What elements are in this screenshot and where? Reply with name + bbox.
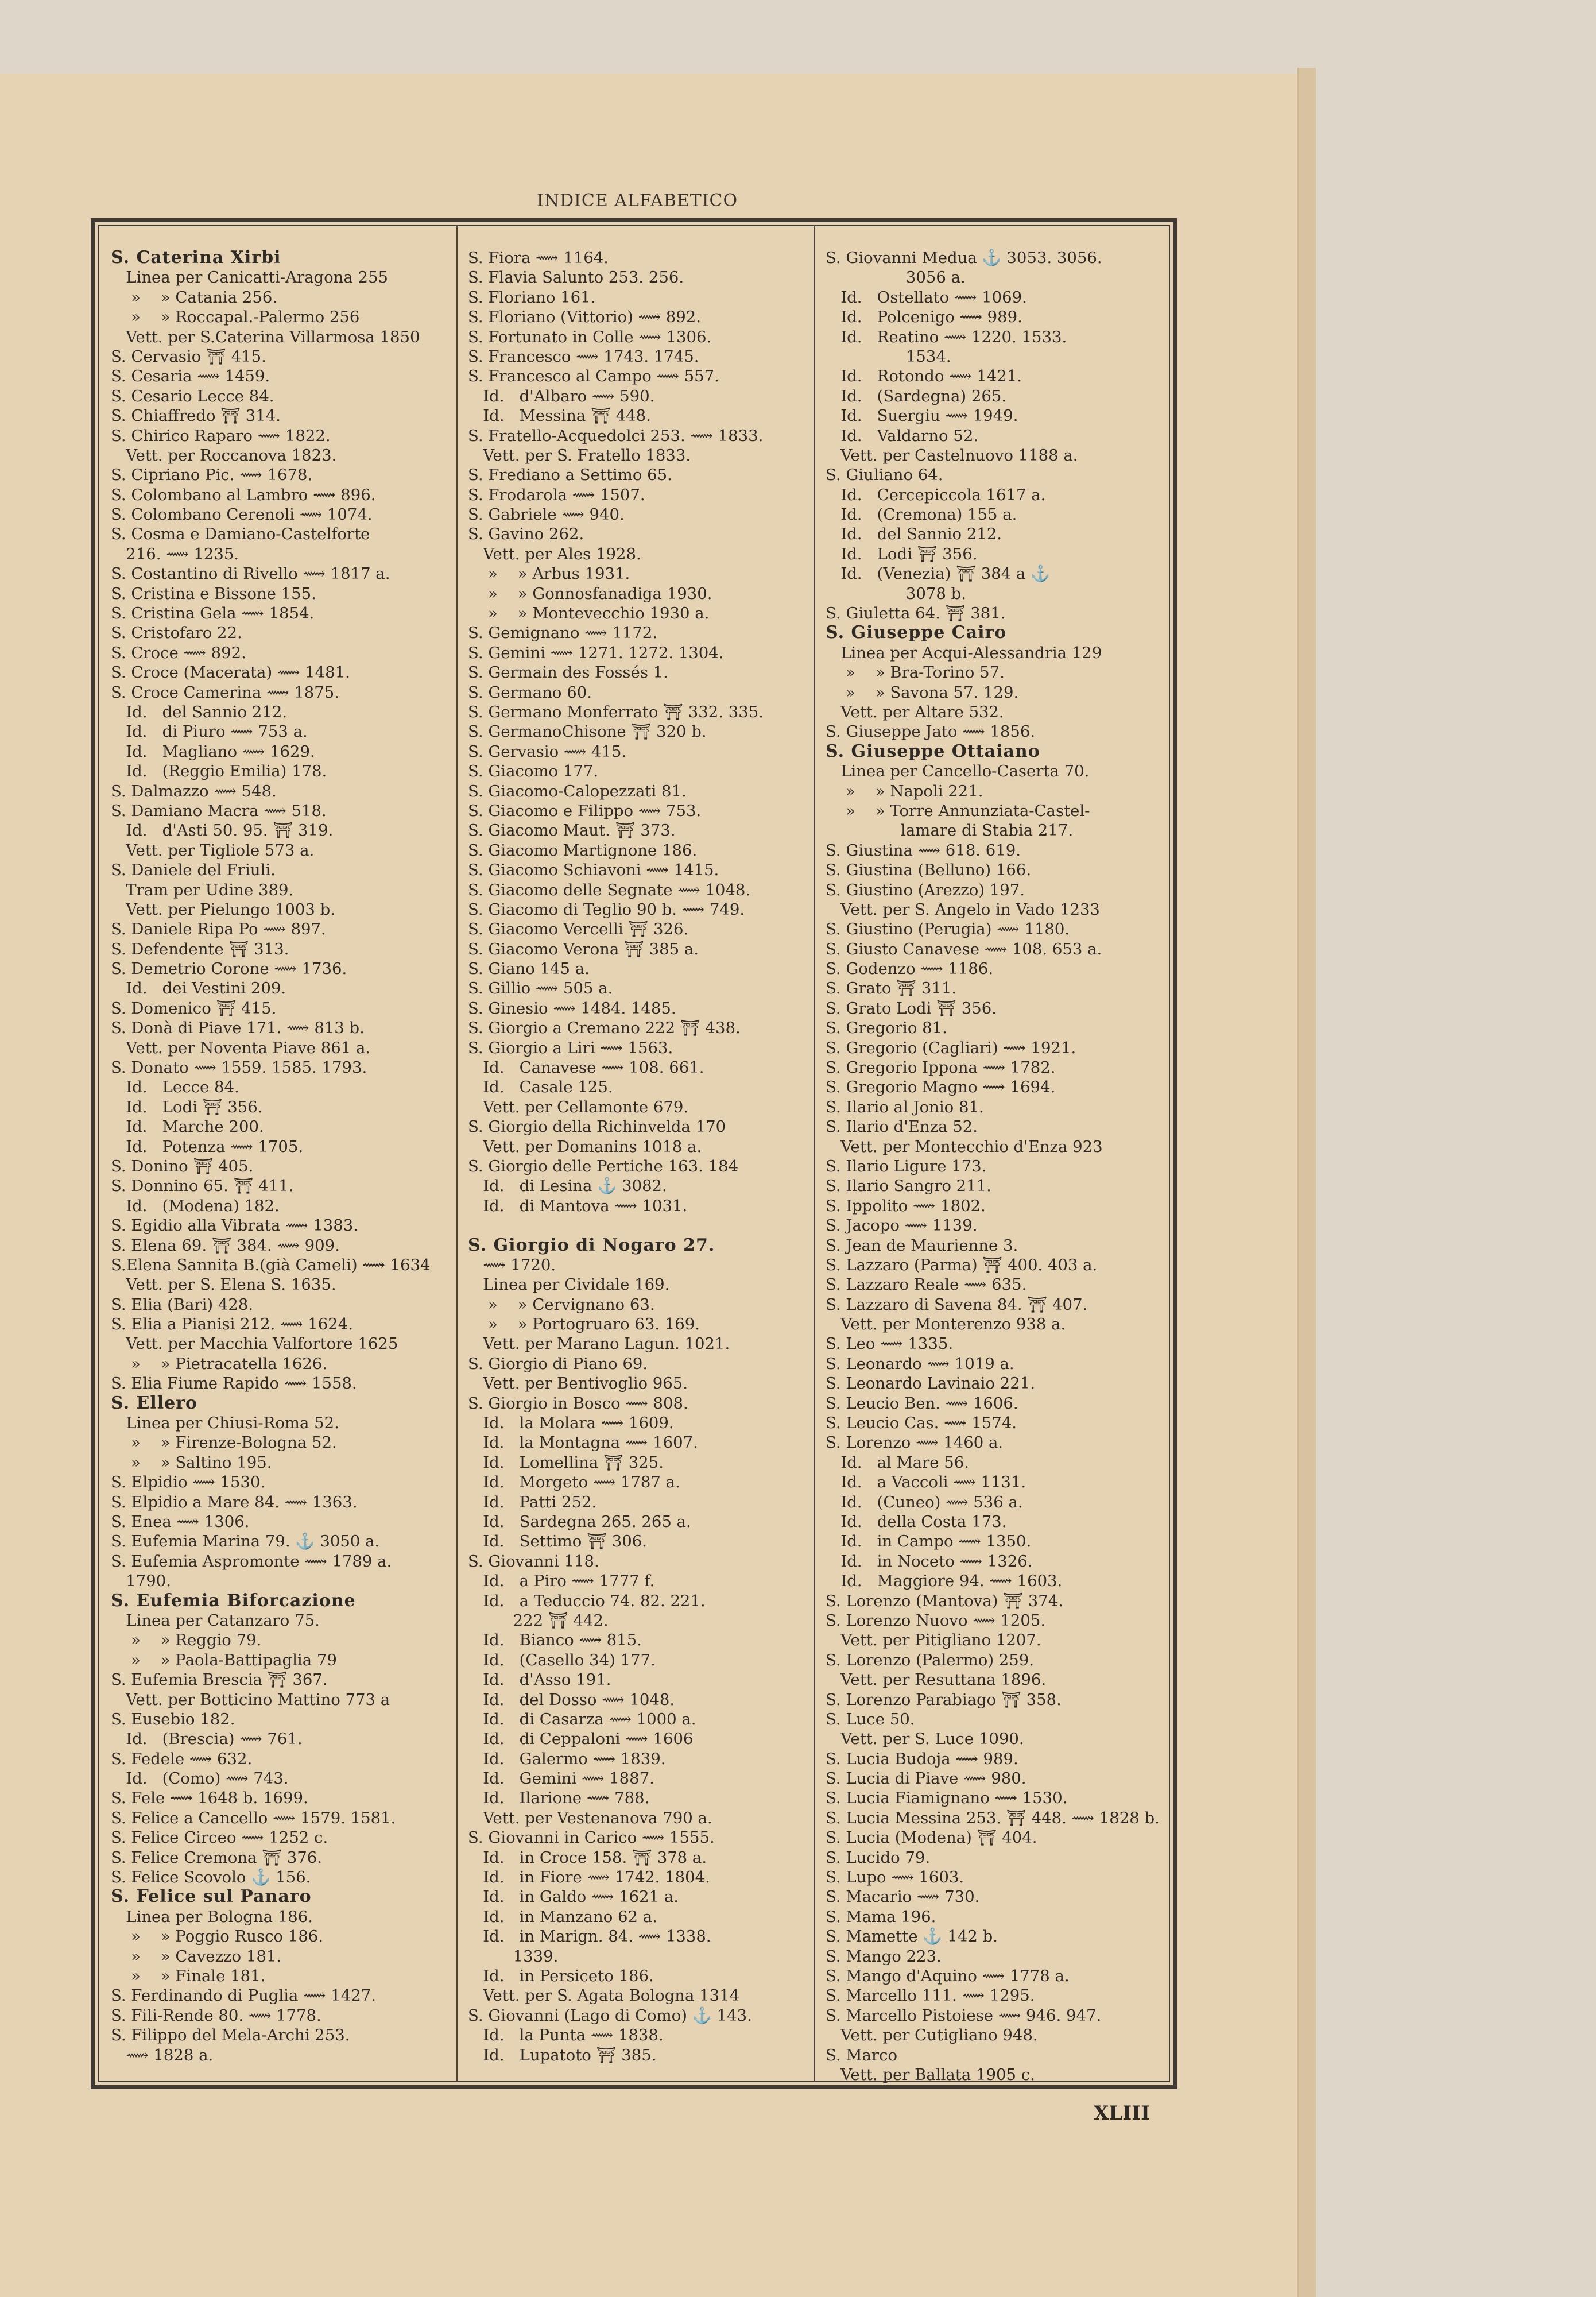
index-entry: Vett. per Cutigliano 948.: [826, 2026, 1038, 2045]
index-entry: S. Marco: [826, 2045, 897, 2064]
index-entry: ⟿ 1828 a.: [111, 2045, 214, 2064]
index-entry: » » Saltino 195.: [111, 1453, 272, 1472]
index-entry: S. Damiano Macra ⟿ 518.: [111, 801, 327, 820]
index-entry: S. Lorenzo (Palermo) 259.: [826, 1650, 1035, 1669]
index-entry: Id. di Casarza ⟿ 1000 a.: [468, 1710, 696, 1728]
index-entry: Vett. per Roccanova 1823.: [111, 446, 337, 465]
index-entry: S. Giovanni in Carico ⟿ 1555.: [468, 1828, 715, 1847]
index-entry: S. Daniele Ripa Po ⟿ 897.: [111, 920, 326, 939]
column-divider-2: [814, 225, 815, 2082]
index-entry: S. Giorgio in Bosco ⟿ 808.: [468, 1394, 688, 1413]
index-entry: S. Giustina ⟿ 618. 619.: [826, 841, 1021, 860]
index-entry: S. Frodarola ⟿ 1507.: [468, 485, 645, 504]
index-entry: S. Ilario al Jonio 81.: [826, 1097, 984, 1116]
index-entry: S. Lazzaro Reale ⟿ 635.: [826, 1275, 1027, 1294]
index-entry: Id. (Reggio Emilia) 178.: [111, 762, 327, 781]
index-entry: S. Domenico ⛩ 415.: [111, 999, 277, 1018]
index-entry: S. Leucio Ben. ⟿ 1606.: [826, 1394, 1018, 1413]
index-entry: » » Pietracatella 1626.: [111, 1354, 328, 1373]
index-entry: Id. (Modena) 182.: [111, 1196, 280, 1215]
index-entry: » » Poggio Rusco 186.: [111, 1927, 324, 1946]
index-entry: S. Chirico Raparo ⟿ 1822.: [111, 426, 331, 445]
index-entry: S. Eufemia Marina 79. ⚓ 3050 a.: [111, 1532, 380, 1551]
index-entry: S. Eusebio 182.: [111, 1710, 235, 1728]
index-entry: » » Savona 57. 129.: [826, 683, 1019, 702]
index-entry: Linea per Catanzaro 75.: [111, 1611, 320, 1630]
index-entry: Id. del Sannio 212.: [826, 525, 1002, 544]
index-entry: » » Portogruaro 63. 169.: [468, 1315, 700, 1334]
index-entry: Id. di Ceppaloni ⟿ 1606: [468, 1730, 694, 1749]
index-heading: S. Caterina Xirbi: [111, 248, 281, 268]
index-entry: S. Felice Circeo ⟿ 1252 c.: [111, 1828, 328, 1847]
index-entry: S. Mango 223.: [826, 1947, 942, 1966]
index-entry: Id. la Molara ⟿ 1609.: [468, 1414, 674, 1433]
index-entry: S. Elia (Bari) 428.: [111, 1295, 254, 1314]
index-entry: Id. Potenza ⟿ 1705.: [111, 1137, 304, 1156]
index-entry: S. Giuliano 64.: [826, 466, 943, 485]
page-number: XLIII: [1094, 2102, 1150, 2125]
index-entry: S. Donnino 65. ⛩ 411.: [111, 1177, 294, 1196]
index-entry: Linea per Chiusi-Roma 52.: [111, 1414, 339, 1433]
index-entry: S. Cesario Lecce 84.: [111, 386, 274, 405]
index-entry: S. Gillio ⟿ 505 a.: [468, 979, 613, 998]
index-entry: S. Gregorio Magno ⟿ 1694.: [826, 1078, 1056, 1097]
index-entry: S. Leucio Cas. ⟿ 1574.: [826, 1414, 1017, 1433]
index-entry: S. Felice Cremona ⛩ 376.: [111, 1848, 323, 1867]
index-entry: » » Firenze-Bologna 52.: [111, 1433, 337, 1452]
index-entry: Id. del Sannio 212.: [111, 702, 288, 721]
index-entry: S. Francesco ⟿ 1743. 1745.: [468, 347, 699, 366]
index-entry: [468, 1216, 812, 1235]
index-entry: Vett. per S. Fratello 1833.: [468, 446, 691, 465]
index-entry: Id. Sardegna 265. 265 a.: [468, 1513, 691, 1531]
index-entry: S. Gregorio (Cagliari) ⟿ 1921.: [826, 1038, 1076, 1057]
index-entry: Id. Maggiore 94. ⟿ 1603.: [826, 1572, 1063, 1591]
index-entry: Vett. per Ales 1928.: [468, 544, 641, 563]
index-entry: S. Cesaria ⟿ 1459.: [111, 367, 270, 386]
index-entry: 1339.: [468, 1947, 559, 1966]
index-entry: S. Luce 50.: [826, 1710, 915, 1728]
index-entry: ⟿ 1720.: [468, 1255, 556, 1274]
index-entry: Tram per Udine 389.: [111, 880, 294, 899]
index-entry: S. Lazzaro (Parma) ⛩ 400. 403 a.: [826, 1255, 1098, 1274]
index-entry: Id. Canavese ⟿ 108. 661.: [468, 1058, 704, 1077]
index-entry: Id. Galermo ⟿ 1839.: [468, 1749, 666, 1768]
index-heading: S. Felice sul Panaro: [111, 1887, 312, 1907]
index-entry: S. Croce ⟿ 892.: [111, 643, 246, 662]
index-entry: S. Lucido 79.: [826, 1848, 931, 1867]
index-entry: S. Elia a Pianisi 212. ⟿ 1624.: [111, 1315, 353, 1334]
index-entry: S. Gavino 262.: [468, 525, 584, 544]
index-entry: S. Gabriele ⟿ 940.: [468, 505, 625, 524]
index-entry: Vett. per Domanins 1018 a.: [468, 1137, 702, 1156]
index-entry: Id. Lomellina ⛩ 325.: [468, 1453, 664, 1472]
index-entry: Linea per Canicatti-Aragona 255: [111, 268, 388, 287]
index-entry: » » Catania 256.: [111, 288, 278, 307]
index-entry: S. Ginesio ⟿ 1484. 1485.: [468, 999, 676, 1018]
index-heading: S. Giuseppe Ottaiano: [826, 741, 1040, 761]
index-entry: S. Giacomo-Calopezzati 81.: [468, 782, 687, 801]
index-entry: Vett. per S. Luce 1090.: [826, 1730, 1024, 1749]
index-entry: S. Giustina (Belluno) 166.: [826, 861, 1032, 880]
index-entry: S. Donato ⟿ 1559. 1585. 1793.: [111, 1058, 367, 1077]
index-entry: Id. in Marign. 84. ⟿ 1338.: [468, 1927, 711, 1946]
index-entry: Vett. per S. Agata Bologna 1314: [468, 1986, 740, 2005]
index-entry: Id. Reatino ⟿ 1220. 1533.: [826, 327, 1067, 346]
index-entry: S. Giacomo delle Segnate ⟿ 1048.: [468, 880, 751, 899]
index-entry: Vett. per Macchia Valfortore 1625: [111, 1335, 398, 1354]
index-entry: S. Colombano al Lambro ⟿ 896.: [111, 485, 376, 504]
index-entry: S. Ferdinando di Puglia ⟿ 1427.: [111, 1986, 377, 2005]
index-entry: Id. d'Asti 50. 95. ⛩ 319.: [111, 821, 334, 840]
index-entry: S. Lucia (Modena) ⛩ 404.: [826, 1828, 1037, 1847]
index-entry: Id. (Cuneo) ⟿ 536 a.: [826, 1492, 1023, 1511]
index-column-1: [111, 248, 447, 2065]
index-entry: Linea per Cividale 169.: [468, 1275, 670, 1294]
index-entry: 1790.: [111, 1572, 171, 1591]
index-entry: Id. Ilarione ⟿ 788.: [468, 1789, 650, 1808]
index-entry: S. Donà di Piave 171. ⟿ 813 b.: [111, 1019, 365, 1038]
index-entry: Id. Patti 252.: [468, 1492, 597, 1511]
index-entry: S. Mama 196.: [826, 1907, 936, 1926]
index-entry: S. Eufemia Aspromonte ⟿ 1789 a.: [111, 1552, 392, 1571]
index-entry: S. Elpidio ⟿ 1530.: [111, 1473, 266, 1492]
index-column-2: [468, 248, 812, 2065]
index-entry: Id. di Piuro ⟿ 753 a.: [111, 722, 308, 741]
index-entry: S. Felice a Cancello ⟿ 1579. 1581.: [111, 1808, 396, 1827]
index-entry: Id. in Noceto ⟿ 1326.: [826, 1552, 1033, 1571]
index-entry: S. Cosma e Damiano-Castelforte: [111, 525, 370, 544]
index-entry: Id. in Fiore ⟿ 1742. 1804.: [468, 1868, 710, 1887]
index-entry: » » Paola-Battipaglia 79: [111, 1650, 337, 1669]
index-entry: » » Arbus 1931.: [468, 564, 630, 583]
index-entry: S. Elia Fiume Rapido ⟿ 1558.: [111, 1374, 357, 1393]
index-entry: Id. la Punta ⟿ 1838.: [468, 2026, 664, 2045]
index-entry: Linea per Bologna 186.: [111, 1907, 313, 1926]
index-entry: S. Lucia Messina 253. ⛩ 448. ⟿ 1828 b.: [826, 1808, 1160, 1827]
index-entry: Id. Bianco ⟿ 815.: [468, 1631, 642, 1650]
index-entry: Id. Suergiu ⟿ 1949.: [826, 407, 1018, 426]
index-entry: S. Giustino (Perugia) ⟿ 1180.: [826, 920, 1070, 939]
index-entry: S. Ilario Sangro 211.: [826, 1177, 991, 1196]
index-entry: S. Daniele del Friuli.: [111, 861, 276, 880]
index-entry: » » Gonnosfanadiga 1930.: [468, 584, 712, 603]
index-entry: Vett. per S.Caterina Villarmosa 1850: [111, 327, 420, 346]
index-entry: Vett. per Ballata 1905 c.: [826, 2065, 1035, 2084]
index-entry: Id. Lodi ⛩ 356.: [111, 1097, 263, 1116]
index-entry: Id. a Teduccio 74. 82. 221.: [468, 1591, 706, 1610]
index-entry: Id. del Dosso ⟿ 1048.: [468, 1690, 675, 1709]
index-entry: S. Fiora ⟿ 1164.: [468, 249, 609, 267]
index-entry: S. Giovanni (Lago di Como) ⚓ 143.: [468, 2006, 752, 2025]
index-entry: S. Filippo del Mela-Archi 253.: [111, 2026, 350, 2045]
index-entry: S. Elena 69. ⛩ 384. ⟿ 909.: [111, 1236, 340, 1255]
index-entry: S. Gregorio 81.: [826, 1019, 947, 1038]
index-entry: S. Chiaffredo ⛩ 314.: [111, 407, 281, 426]
index-entry: S. Felice Scovolo ⚓ 156.: [111, 1868, 311, 1887]
index-entry: S. Giacomo Martignone 186.: [468, 841, 698, 860]
index-entry: S. Enea ⟿ 1306.: [111, 1513, 250, 1531]
index-entry: S. Ippolito ⟿ 1802.: [826, 1196, 986, 1215]
index-entry: Vett. per Vestenanova 790 a.: [468, 1808, 712, 1827]
column-divider-1: [456, 225, 458, 2082]
index-entry: S. Grato Lodi ⛩ 356.: [826, 999, 997, 1018]
index-entry: » » Montevecchio 1930 a.: [468, 604, 710, 623]
index-entry: Vett. per Montecchio d'Enza 923: [826, 1137, 1103, 1156]
index-entry: Id. Lecce 84.: [111, 1078, 239, 1097]
index-entry: Id. a Vaccoli ⟿ 1131.: [826, 1473, 1026, 1492]
index-entry: Id. Messina ⛩ 448.: [468, 407, 651, 426]
index-entry: Id. al Mare 56.: [826, 1453, 970, 1472]
index-entry: S. Defendente ⛩ 313.: [111, 939, 289, 958]
index-entry: Id. in Galdo ⟿ 1621 a.: [468, 1888, 679, 1907]
index-heading: S. Ellero: [111, 1393, 198, 1413]
index-entry: S. Lorenzo (Mantova) ⛩ 374.: [826, 1591, 1063, 1610]
index-entry: S. Jean de Maurienne 3.: [826, 1236, 1018, 1255]
index-entry: S. Fili-Rende 80. ⟿ 1778.: [111, 2006, 321, 2025]
index-entry: S. Gemini ⟿ 1271. 1272. 1304.: [468, 643, 724, 662]
index-entry: » » Napoli 221.: [826, 782, 983, 801]
index-entry: » » Cervignano 63.: [468, 1295, 655, 1314]
index-entry: Id. dei Vestini 209.: [111, 979, 286, 998]
index-entry: S. Giovanni Medua ⚓ 3053. 3056.: [826, 249, 1102, 267]
index-entry: S. Giacomo Verona ⛩ 385 a.: [468, 939, 699, 958]
index-entry: S. Fele ⟿ 1648 b. 1699.: [111, 1789, 308, 1808]
index-entry: S. Leonardo ⟿ 1019 a.: [826, 1354, 1014, 1373]
index-entry: S. Egidio alla Vibrata ⟿ 1383.: [111, 1216, 359, 1235]
index-entry: Id. di Mantova ⟿ 1031.: [468, 1196, 688, 1215]
index-entry: S. Giovanni 118.: [468, 1552, 599, 1571]
index-entry: S. Mango d'Aquino ⟿ 1778 a.: [826, 1966, 1070, 1985]
index-entry: Linea per Cancello-Caserta 70.: [826, 762, 1090, 781]
index-entry: » » Torre Annunziata-Castel-: [826, 801, 1090, 820]
index-entry: Id. della Costa 173.: [826, 1513, 1007, 1531]
index-entry: S. Floriano (Vittorio) ⟿ 892.: [468, 308, 702, 327]
index-entry: S. Cristofaro 22.: [111, 624, 242, 643]
index-entry: S. Ilario d'Enza 52.: [826, 1117, 978, 1136]
index-entry: 3056 a.: [826, 268, 966, 287]
index-entry: Vett. per Bentivoglio 965.: [468, 1374, 688, 1393]
index-entry: S. Lorenzo ⟿ 1460 a.: [826, 1433, 1004, 1452]
index-entry: Id. Morgeto ⟿ 1787 a.: [468, 1473, 680, 1492]
index-entry: » » Reggio 79.: [111, 1631, 262, 1650]
index-entry: Id. Valdarno 52.: [826, 426, 979, 445]
index-entry: S. Francesco al Campo ⟿ 557.: [468, 367, 719, 386]
index-entry: S. Flavia Salunto 253. 256.: [468, 268, 684, 287]
index-entry: S. Cristina e Bissone 155.: [111, 584, 316, 603]
index-entry: S. Godenzo ⟿ 1186.: [826, 960, 994, 979]
index-entry: S. Grato ⛩ 311.: [826, 979, 957, 998]
index-entry: S. Giorgio a Cremano 222 ⛩ 438.: [468, 1019, 741, 1038]
index-entry: S. Giustino (Arezzo) 197.: [826, 880, 1025, 899]
index-heading: S. Eufemia Biforcazione: [111, 1591, 356, 1611]
index-entry: Vett. per S. Angelo in Vado 1233: [826, 900, 1100, 919]
index-entry: Vett. per S. Elena S. 1635.: [111, 1275, 336, 1294]
index-entry: Id. Magliano ⟿ 1629.: [111, 742, 315, 761]
index-entry: Vett. per Pitigliano 1207.: [826, 1631, 1041, 1650]
index-entry: Vett. per Noventa Piave 861 a.: [111, 1038, 371, 1057]
index-entry: Id. Settimo ⛩ 306.: [468, 1532, 647, 1551]
index-entry: Vett. per Cellamonte 679.: [468, 1097, 689, 1116]
index-entry: S. Demetrio Corone ⟿ 1736.: [111, 960, 347, 979]
index-entry: S. Giuseppe Jato ⟿ 1856.: [826, 722, 1036, 741]
index-entry: S. Giacomo di Teglio 90 b. ⟿ 749.: [468, 900, 745, 919]
index-entry: S. Gregorio Ippona ⟿ 1782.: [826, 1058, 1056, 1077]
index-entry: Id. Polcenigo ⟿ 989.: [826, 308, 1022, 327]
index-entry: Id. (Brescia) ⟿ 761.: [111, 1730, 303, 1749]
index-entry: Vett. per Altare 532.: [826, 702, 1004, 721]
index-entry: S. Germano Monferrato ⛩ 332. 335.: [468, 702, 764, 721]
index-entry: S. Gervasio ⟿ 415.: [468, 742, 627, 761]
index-heading: S. Giorgio di Nogaro 27.: [468, 1235, 715, 1255]
index-entry: 216. ⟿ 1235.: [111, 544, 239, 563]
index-entry: Id. (Casello 34) 177.: [468, 1650, 656, 1669]
index-entry: S. Gemignano ⟿ 1172.: [468, 624, 658, 643]
index-entry: S. Germain des Fossés 1.: [468, 663, 668, 682]
index-entry: Id. Gemini ⟿ 1887.: [468, 1769, 654, 1788]
index-entry: S. Lucia Budoja ⟿ 989.: [826, 1749, 1018, 1768]
index-entry: S. Croce Camerina ⟿ 1875.: [111, 683, 339, 702]
index-entry: S. Giacomo 177.: [468, 762, 599, 781]
index-entry: Linea per Acqui-Alessandria 129: [826, 643, 1102, 662]
index-entry: S. Lorenzo Parabiago ⛩ 358.: [826, 1690, 1062, 1709]
index-entry: Id. d'Asso 191.: [468, 1670, 611, 1689]
index-entry: S. Macario ⟿ 730.: [826, 1888, 980, 1907]
index-entry: lamare di Stabia 217.: [826, 821, 1074, 840]
index-entry: Id. Casale 125.: [468, 1078, 613, 1097]
index-entry: Id. in Campo ⟿ 1350.: [826, 1532, 1032, 1551]
index-entry: Id. (Cremona) 155 a.: [826, 505, 1017, 524]
index-entry: S. Fratello-Acquedolci 253. ⟿ 1833.: [468, 426, 764, 445]
index-entry: » » Cavezzo 181.: [111, 1947, 282, 1966]
index-entry: S. Lupo ⟿ 1603.: [826, 1868, 964, 1887]
index-entry: S. Giorgio delle Pertiche 163. 184: [468, 1157, 739, 1175]
index-entry: Vett. per Castelnuovo 1188 a.: [826, 446, 1078, 465]
index-entry: » » Finale 181.: [111, 1966, 266, 1985]
index-entry: Id. Lodi ⛩ 356.: [826, 544, 978, 563]
index-entry: S. Colombano Cerenoli ⟿ 1074.: [111, 505, 373, 524]
index-entry: S. Giorgio di Piano 69.: [468, 1354, 648, 1373]
index-entry: S.Elena Sannita B.(già Cameli) ⟿ 1634: [111, 1255, 431, 1274]
index-entry: Vett. per Monterenzo 938 a.: [826, 1315, 1066, 1334]
index-entry: S. Cervasio ⛩ 415.: [111, 347, 266, 366]
index-entry: Id. in Croce 158. ⛩ 378 a.: [468, 1848, 707, 1867]
index-entry: Id. Marche 200.: [111, 1117, 264, 1136]
index-entry: Id. la Montagna ⟿ 1607.: [468, 1433, 698, 1452]
index-entry: S. Eufemia Brescia ⛩ 367.: [111, 1670, 328, 1689]
index-entry: S. Marcello 111. ⟿ 1295.: [826, 1986, 1035, 2005]
index-entry: » » Bra-Torino 57.: [826, 663, 1005, 682]
index-entry: » » Roccapal.-Palermo 256: [111, 308, 360, 327]
index-entry: S. Giacomo e Filippo ⟿ 753.: [468, 801, 702, 820]
index-entry: Vett. per Marano Lagun. 1021.: [468, 1335, 730, 1354]
index-entry: Vett. per Resuttana 1896.: [826, 1670, 1047, 1689]
index-entry: S. Fedele ⟿ 632.: [111, 1749, 253, 1768]
index-entry: S. Giacomo Vercelli ⛩ 326.: [468, 920, 689, 939]
index-entry: S. Giorgio a Liri ⟿ 1563.: [468, 1038, 673, 1057]
index-entry: S. Frediano a Settimo 65.: [468, 466, 672, 485]
index-entry: Id. in Manzano 62 a.: [468, 1907, 657, 1926]
index-entry: S. Giacomo Maut. ⛩ 373.: [468, 821, 676, 840]
index-entry: 1534.: [826, 347, 951, 366]
index-entry: Id. (Venezia) ⛩ 384 a ⚓: [826, 564, 1051, 583]
index-entry: Id. in Persiceto 186.: [468, 1966, 654, 1985]
index-entry: Vett. per Pielungo 1003 b.: [111, 900, 335, 919]
index-entry: S. Leonardo Lavinaio 221.: [826, 1374, 1036, 1393]
index-entry: S. Lazzaro di Savena 84. ⛩ 407.: [826, 1295, 1088, 1314]
index-entry: S. Elpidio a Mare 84. ⟿ 1363.: [111, 1492, 358, 1511]
index-entry: S. Dalmazzo ⟿ 548.: [111, 782, 277, 801]
index-entry: S. Marcello Pistoiese ⟿ 946. 947.: [826, 2006, 1102, 2025]
index-entry: Id. Rotondo ⟿ 1421.: [826, 367, 1022, 386]
index-entry: Id. Lupatoto ⛩ 385.: [468, 2045, 657, 2064]
index-entry: S. Lucia Fiamignano ⟿ 1530.: [826, 1789, 1068, 1808]
index-entry: 3078 b.: [826, 584, 966, 603]
index-entry: S. Giuletta 64. ⛩ 381.: [826, 604, 1006, 623]
index-entry: Id. di Lesina ⚓ 3082.: [468, 1177, 667, 1196]
index-entry: S. GermanoChisone ⛩ 320 b.: [468, 722, 707, 741]
index-entry: Id. (Sardegna) 265.: [826, 386, 1007, 405]
index-entry: Id. Ostellato ⟿ 1069.: [826, 288, 1027, 307]
index-entry: S. Giorgio della Richinvelda 170: [468, 1117, 726, 1136]
index-entry: S. Leo ⟿ 1335.: [826, 1335, 954, 1354]
index-entry: S. Mamette ⚓ 142 b.: [826, 1927, 998, 1946]
index-entry: S. Costantino di Rivello ⟿ 1817 a.: [111, 564, 390, 583]
index-entry: Vett. per Tigliole 573 a.: [111, 841, 315, 860]
index-entry: Id. (Como) ⟿ 743.: [111, 1769, 289, 1788]
index-entry: Id. Cercepiccola 1617 a.: [826, 485, 1046, 504]
index-entry: S. Germano 60.: [468, 683, 592, 702]
index-entry: S. Fortunato in Colle ⟿ 1306.: [468, 327, 712, 346]
index-column-3: [826, 248, 1167, 2085]
running-title: INDICE ALFABETICO: [536, 191, 738, 211]
index-entry: S. Giacomo Schiavoni ⟿ 1415.: [468, 861, 719, 880]
index-entry: 222 ⛩ 442.: [468, 1611, 609, 1630]
index-entry: S. Croce (Macerata) ⟿ 1481.: [111, 663, 350, 682]
index-entry: S. Cipriano Pic. ⟿ 1678.: [111, 466, 313, 485]
index-entry: S. Lorenzo Nuovo ⟿ 1205.: [826, 1611, 1046, 1630]
index-entry: S. Floriano 161.: [468, 288, 596, 307]
index-entry: S. Jacopo ⟿ 1139.: [826, 1216, 978, 1235]
index-heading: S. Giuseppe Cairo: [826, 623, 1007, 643]
index-entry: Id. d'Albaro ⟿ 590.: [468, 386, 655, 405]
index-entry: S. Lucia di Piave ⟿ 980.: [826, 1769, 1026, 1788]
index-entry: S. Donino ⛩ 405.: [111, 1157, 254, 1175]
index-entry: S. Giusto Canavese ⟿ 108. 653 a.: [826, 939, 1102, 958]
index-entry: S. Cristina Gela ⟿ 1854.: [111, 604, 315, 623]
index-entry: Id. a Piro ⟿ 1777 f.: [468, 1572, 655, 1591]
index-entry: Vett. per Botticino Mattino 773 a: [111, 1690, 390, 1709]
index-entry: S. Giano 145 a.: [468, 960, 590, 979]
page-stack-edge: [1297, 68, 1316, 2297]
index-entry: S. Ilario Ligure 173.: [826, 1157, 987, 1175]
